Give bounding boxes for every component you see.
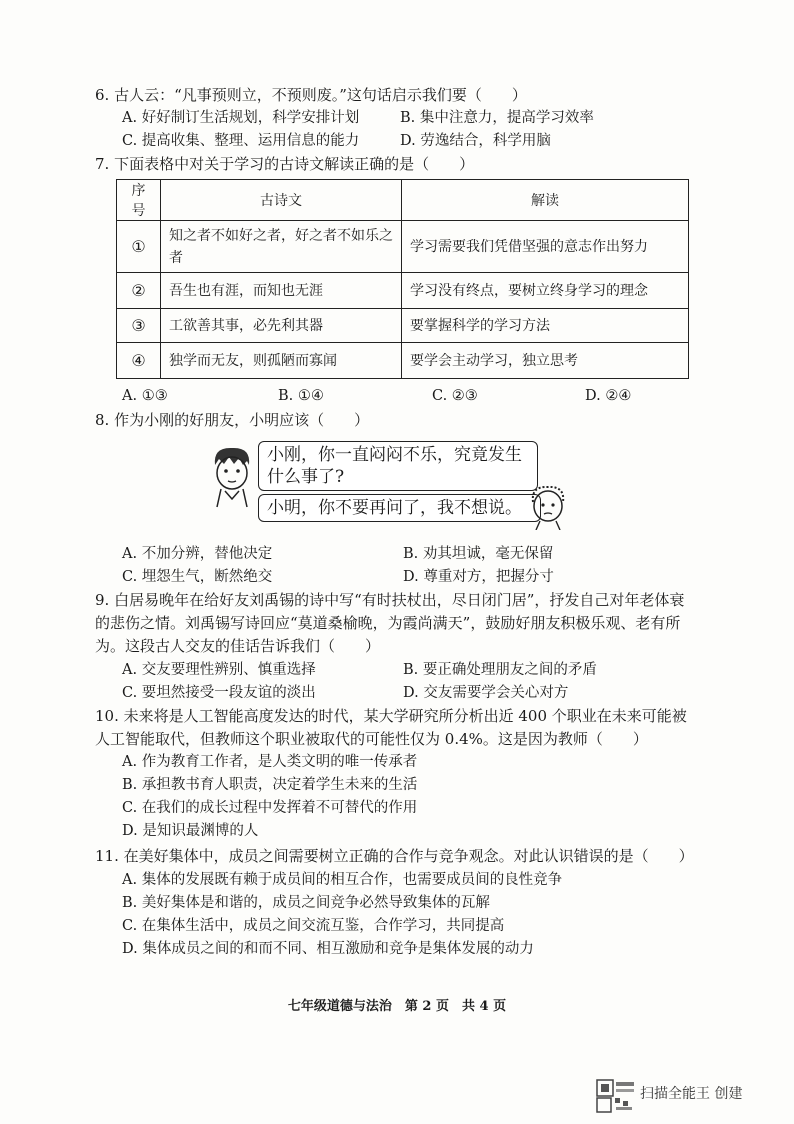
row-poem: 吾生也有涯，而知也无涯 xyxy=(161,273,402,309)
speech-bubble-xiaogang: 小明，你不要再问了，我不想说。 xyxy=(258,494,541,522)
q11-option-b: B. 美好集体是和谐的，成员之间竞争必然导致集体的瓦解 xyxy=(122,895,490,911)
row-poem: 工欲善其事，必先利其器 xyxy=(161,309,402,343)
question-9-stem: 9. 白居易晚年在给好友刘禹锡的诗中写“有时扶杖出，尽日闭门居”，抒发自己对年老体衰的悲伤之情。刘禹锡写诗回应“莫道桑榆晚，为霞尚满天”，鼓励好朋友积极乐观、老有所为。这段古人交友的佳话告诉我们（ ） xyxy=(95,591,685,655)
table-header-poem: 古诗文 xyxy=(161,180,402,221)
speech-bubble-xiaoming: 小刚，你一直闷闷不乐，究竟发生什么事了? xyxy=(258,441,538,491)
q10-option-b: B. 承担教书育人职责，决定着学生未来的生活 xyxy=(122,777,418,793)
q8-option-b: B. 劝其坦诚，毫无保留 xyxy=(403,546,554,562)
row-poem: 独学而无友，则孤陋而寡闻 xyxy=(161,343,402,379)
question-10-stem: 10. 未来将是人工智能高度发达的时代，某大学研究所分析出近 400 个职业在未来可能被人工智能取代，但教师这个职业被取代的可能性仅为 0.4%。这是因为教师（ ） xyxy=(95,707,687,748)
q11-option-c: C. 在集体生活中，成员之间交流互鉴，合作学习，共同提高 xyxy=(122,918,505,934)
row-interpretation: 学习需要我们凭借坚强的意志作出努力 xyxy=(402,221,689,273)
table-row xyxy=(117,309,689,343)
question-7-stem: 7. 下面表格中对关于学习的古诗文解读正确的是（ ） xyxy=(95,155,475,173)
question-8-stem: 8. 作为小刚的好朋友，小明应该（ ） xyxy=(95,411,370,429)
q6-option-b: B. 集中注意力，提高学习效率 xyxy=(400,110,594,126)
question-6-stem: 6. 古人云：“凡事预则立，不预则废。”这句话启示我们要（ ） xyxy=(95,86,527,104)
q7-option-a: A. ①③ xyxy=(122,388,168,404)
question-11-stem: 11. 在美好集体中，成员之间需要树立正确的合作与竞争观念。对此认识错误的是（ ） xyxy=(95,847,694,865)
q8-option-a: A. 不加分辨，替他决定 xyxy=(122,546,273,562)
scanner-logo-icon xyxy=(596,1079,636,1117)
q9-option-a: A. 交友要理性辨别、慎重选择 xyxy=(122,662,316,678)
q9-option-d: D. 交友需要学会关心对方 xyxy=(403,685,569,701)
row-interpretation: 要掌握科学的学习方法 xyxy=(402,309,689,343)
page-footer: 七年级道德与法治 第 2 页 共 4 页 xyxy=(287,999,507,1014)
table-row xyxy=(117,273,689,309)
q10-option-d: D. 是知识最渊博的人 xyxy=(122,823,259,839)
q8-option-c: C. 埋怨生气，断然绝交 xyxy=(122,569,273,585)
table-row xyxy=(117,343,689,379)
row-index: ② xyxy=(117,273,161,309)
q6-option-c: C. 提高收集、整理、运用信息的能力 xyxy=(122,133,360,149)
q9-option-b: B. 要正确处理朋友之间的矛盾 xyxy=(403,662,597,678)
q6-option-a: A. 好好制订生活规划，科学安排计划 xyxy=(122,110,360,126)
q8-option-d: D. 尊重对方，把握分寸 xyxy=(403,569,554,585)
q11-option-d: D. 集体成员之间的和而不同、相互激励和竞争是集体发展的动力 xyxy=(122,941,534,957)
q6-option-d: D. 劳逸结合，科学用脑 xyxy=(400,133,551,149)
row-poem: 知之者不如好之者，好之者不如乐之者 xyxy=(161,221,402,273)
q7-option-b: B. ①④ xyxy=(278,388,324,404)
q11-option-a: A. 集体的发展既有赖于成员间的相互合作，也需要成员间的良性竞争 xyxy=(122,872,563,888)
table-row xyxy=(117,221,689,273)
row-interpretation: 要学会主动学习，独立思考 xyxy=(402,343,689,379)
scanner-watermark-text: 扫描全能王 创建 xyxy=(640,1086,743,1102)
row-interpretation: 学习没有终点，要树立终身学习的理念 xyxy=(402,273,689,309)
q10-option-c: C. 在我们的成长过程中发挥着不可替代的作用 xyxy=(122,800,418,816)
q7-option-d: D. ②④ xyxy=(585,388,632,404)
row-index: ① xyxy=(117,221,161,273)
table-header-interpretation: 解读 xyxy=(402,180,689,221)
q7-option-c: C. ②③ xyxy=(432,388,478,404)
table-header-index: 序号 xyxy=(117,180,161,221)
poetry-table xyxy=(116,179,689,379)
row-index: ③ xyxy=(117,309,161,343)
row-index: ④ xyxy=(117,343,161,379)
q10-option-a: A. 作为教育工作者，是人类文明的唯一传承者 xyxy=(122,754,418,770)
q9-option-c: C. 要坦然接受一段友谊的淡出 xyxy=(122,685,316,701)
